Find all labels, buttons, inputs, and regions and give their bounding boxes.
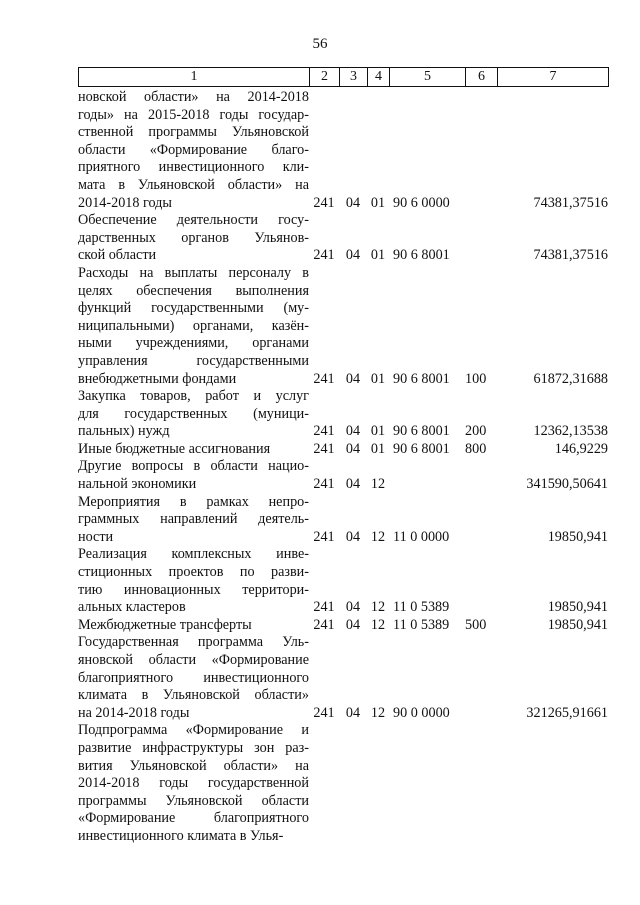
row-description [78, 634, 309, 722]
description-line: Мероприятия в рамках непро- [78, 493, 309, 510]
target-item-code: 11 0 0000 [393, 528, 450, 545]
amount: 61872,31688 [533, 370, 608, 387]
description-line: «Формирование благоприятного [78, 810, 309, 827]
subsection-code: 12 [370, 528, 386, 545]
description-line: функций государственными (му- [78, 300, 309, 317]
section-code: 04 [345, 423, 361, 440]
section-code: 04 [345, 247, 361, 264]
table-row [78, 634, 608, 722]
description-line: программы Ульяновской области [78, 792, 309, 809]
subsection-code: 12 [370, 476, 386, 493]
ministry-code: 241 [313, 599, 335, 616]
target-item-code: 90 6 8001 [393, 370, 450, 387]
section-code: 04 [345, 370, 361, 387]
description-line: тию инновационных территори- [78, 581, 309, 598]
description-line: инвестиционного климата в Улья- [78, 827, 284, 844]
target-item-code: 90 6 8001 [393, 247, 450, 264]
description-line: ской области [78, 247, 157, 264]
target-item-code: 90 6 0000 [393, 194, 450, 211]
description-line: ственной программы Ульяновской [78, 124, 309, 141]
ministry-code: 241 [313, 247, 335, 264]
ministry-code: 241 [313, 194, 335, 211]
subsection-code: 01 [370, 247, 386, 264]
target-item-code: 90 0 0000 [393, 704, 450, 721]
description-line: ными учреждениями, органами [78, 335, 309, 352]
subsection-code: 01 [370, 194, 386, 211]
budget-table-body [78, 89, 608, 846]
row-description [78, 89, 309, 212]
ministry-code: 241 [313, 616, 335, 633]
description-line: внебюджетными фондами [78, 370, 237, 387]
ministry-code: 241 [313, 423, 335, 440]
description-line: 2014-2018 годы государственной [78, 775, 309, 792]
section-code: 04 [345, 616, 361, 633]
table-row [78, 265, 608, 388]
row-description [78, 722, 309, 845]
row-description [78, 388, 309, 441]
row-description [78, 494, 309, 547]
expense-type-code: 100 [465, 370, 487, 387]
amount: 19850,941 [547, 599, 608, 616]
subsection-code: 12 [370, 616, 386, 633]
ministry-code: 241 [313, 528, 335, 545]
description-line: Иные бюджетные ассигнования [78, 440, 271, 457]
description-line: управления государственными [78, 352, 309, 369]
description-line: новской области» на 2014-2018 [78, 89, 309, 105]
column-header: 6 [466, 68, 498, 87]
ministry-code: 241 [313, 370, 335, 387]
table-row [78, 546, 608, 616]
row-description [78, 212, 309, 265]
subsection-code: 01 [370, 423, 386, 440]
section-code: 04 [345, 528, 361, 545]
column-header: 5 [390, 68, 466, 87]
table-row [78, 494, 608, 547]
subsection-code: 12 [370, 599, 386, 616]
description-line: приятного инвестиционного кли- [78, 159, 309, 176]
description-line: годы» на 2015-2018 годы государ- [78, 106, 309, 123]
amount: 341590,50641 [526, 476, 608, 493]
column-header-row [79, 68, 609, 87]
description-line: на 2014-2018 годы [78, 704, 190, 721]
section-code: 04 [345, 440, 361, 457]
column-header-table [78, 67, 609, 87]
subsection-code: 01 [370, 440, 386, 457]
page-number: 56 [312, 36, 328, 52]
amount: 74381,37516 [533, 194, 608, 211]
row-description [78, 441, 309, 459]
amount: 12362,13538 [533, 423, 608, 440]
amount: 19850,941 [547, 616, 608, 633]
row-description [78, 265, 309, 388]
expense-type-code: 800 [465, 440, 487, 457]
description-line: Государственная программа Уль- [78, 634, 309, 651]
table-row [78, 212, 608, 265]
ministry-code: 241 [313, 476, 335, 493]
description-line: стиционных проектов по разви- [78, 564, 309, 581]
description-line: целях обеспечения выполнения [78, 282, 309, 299]
description-line: Подпрограмма «Формирование и [78, 722, 309, 739]
column-header: 4 [368, 68, 390, 87]
target-item-code: 90 6 8001 [393, 440, 450, 457]
description-line: ниципальными) органами, казён- [78, 317, 309, 334]
description-line: развитие инфраструктуры зон раз- [78, 739, 309, 756]
row-description [78, 546, 309, 616]
target-item-code: 90 6 8001 [393, 423, 450, 440]
row-description [78, 458, 309, 493]
description-line: Другие вопросы в области нацио- [78, 458, 309, 475]
amount: 321265,91661 [526, 704, 608, 721]
description-line: пальных) нужд [78, 423, 170, 440]
description-line: нальной экономики [78, 476, 197, 493]
target-item-code: 11 0 5389 [393, 616, 450, 633]
column-header: 3 [340, 68, 368, 87]
subsection-code: 01 [370, 370, 386, 387]
amount: 146,9229 [554, 440, 608, 457]
table-row [78, 89, 608, 212]
section-code: 04 [345, 599, 361, 616]
description-line: дарственных органов Ульянов- [78, 229, 309, 246]
amount: 74381,37516 [533, 247, 608, 264]
description-line: альных кластеров [78, 599, 186, 616]
description-line: климата в Ульяновской области» [78, 687, 309, 704]
table-row [78, 441, 608, 459]
ministry-code: 241 [313, 440, 335, 457]
amount: 19850,941 [547, 528, 608, 545]
description-line: Закупка товаров, работ и услуг [78, 388, 309, 405]
column-header: 7 [498, 68, 609, 87]
table-row [78, 617, 608, 635]
table-row [78, 722, 608, 845]
description-line: яновской области «Формирование [78, 652, 309, 668]
description-line: мата в Ульяновской области» на [78, 176, 309, 193]
expense-type-code: 200 [465, 423, 487, 440]
description-line: для государственных (муници- [78, 405, 309, 422]
description-line: вития Ульяновской области» на [78, 757, 309, 774]
table-row [78, 458, 608, 493]
description-line: области «Формирование благо- [78, 141, 309, 158]
expense-type-code: 500 [465, 616, 487, 633]
subsection-code: 12 [370, 704, 386, 721]
description-line: Обеспечение деятельности госу- [78, 212, 309, 229]
description-line: граммных направлений деятель- [78, 511, 309, 528]
description-line: 2014-2018 годы [78, 194, 172, 211]
ministry-code: 241 [313, 704, 335, 721]
section-code: 04 [345, 194, 361, 211]
section-code: 04 [345, 704, 361, 721]
table-row [78, 388, 608, 441]
section-code: 04 [345, 476, 361, 493]
target-item-code: 11 0 5389 [393, 599, 450, 616]
column-header: 1 [79, 68, 310, 87]
description-line: Межбюджетные трансферты [78, 616, 252, 633]
description-line: ности [78, 528, 114, 545]
column-header: 2 [310, 68, 340, 87]
description-line: Реализация комплексных инве- [78, 546, 309, 563]
description-line: благоприятного инвестиционного [78, 669, 309, 686]
description-line: Расходы на выплаты персоналу в [78, 264, 309, 281]
row-description [78, 617, 309, 635]
